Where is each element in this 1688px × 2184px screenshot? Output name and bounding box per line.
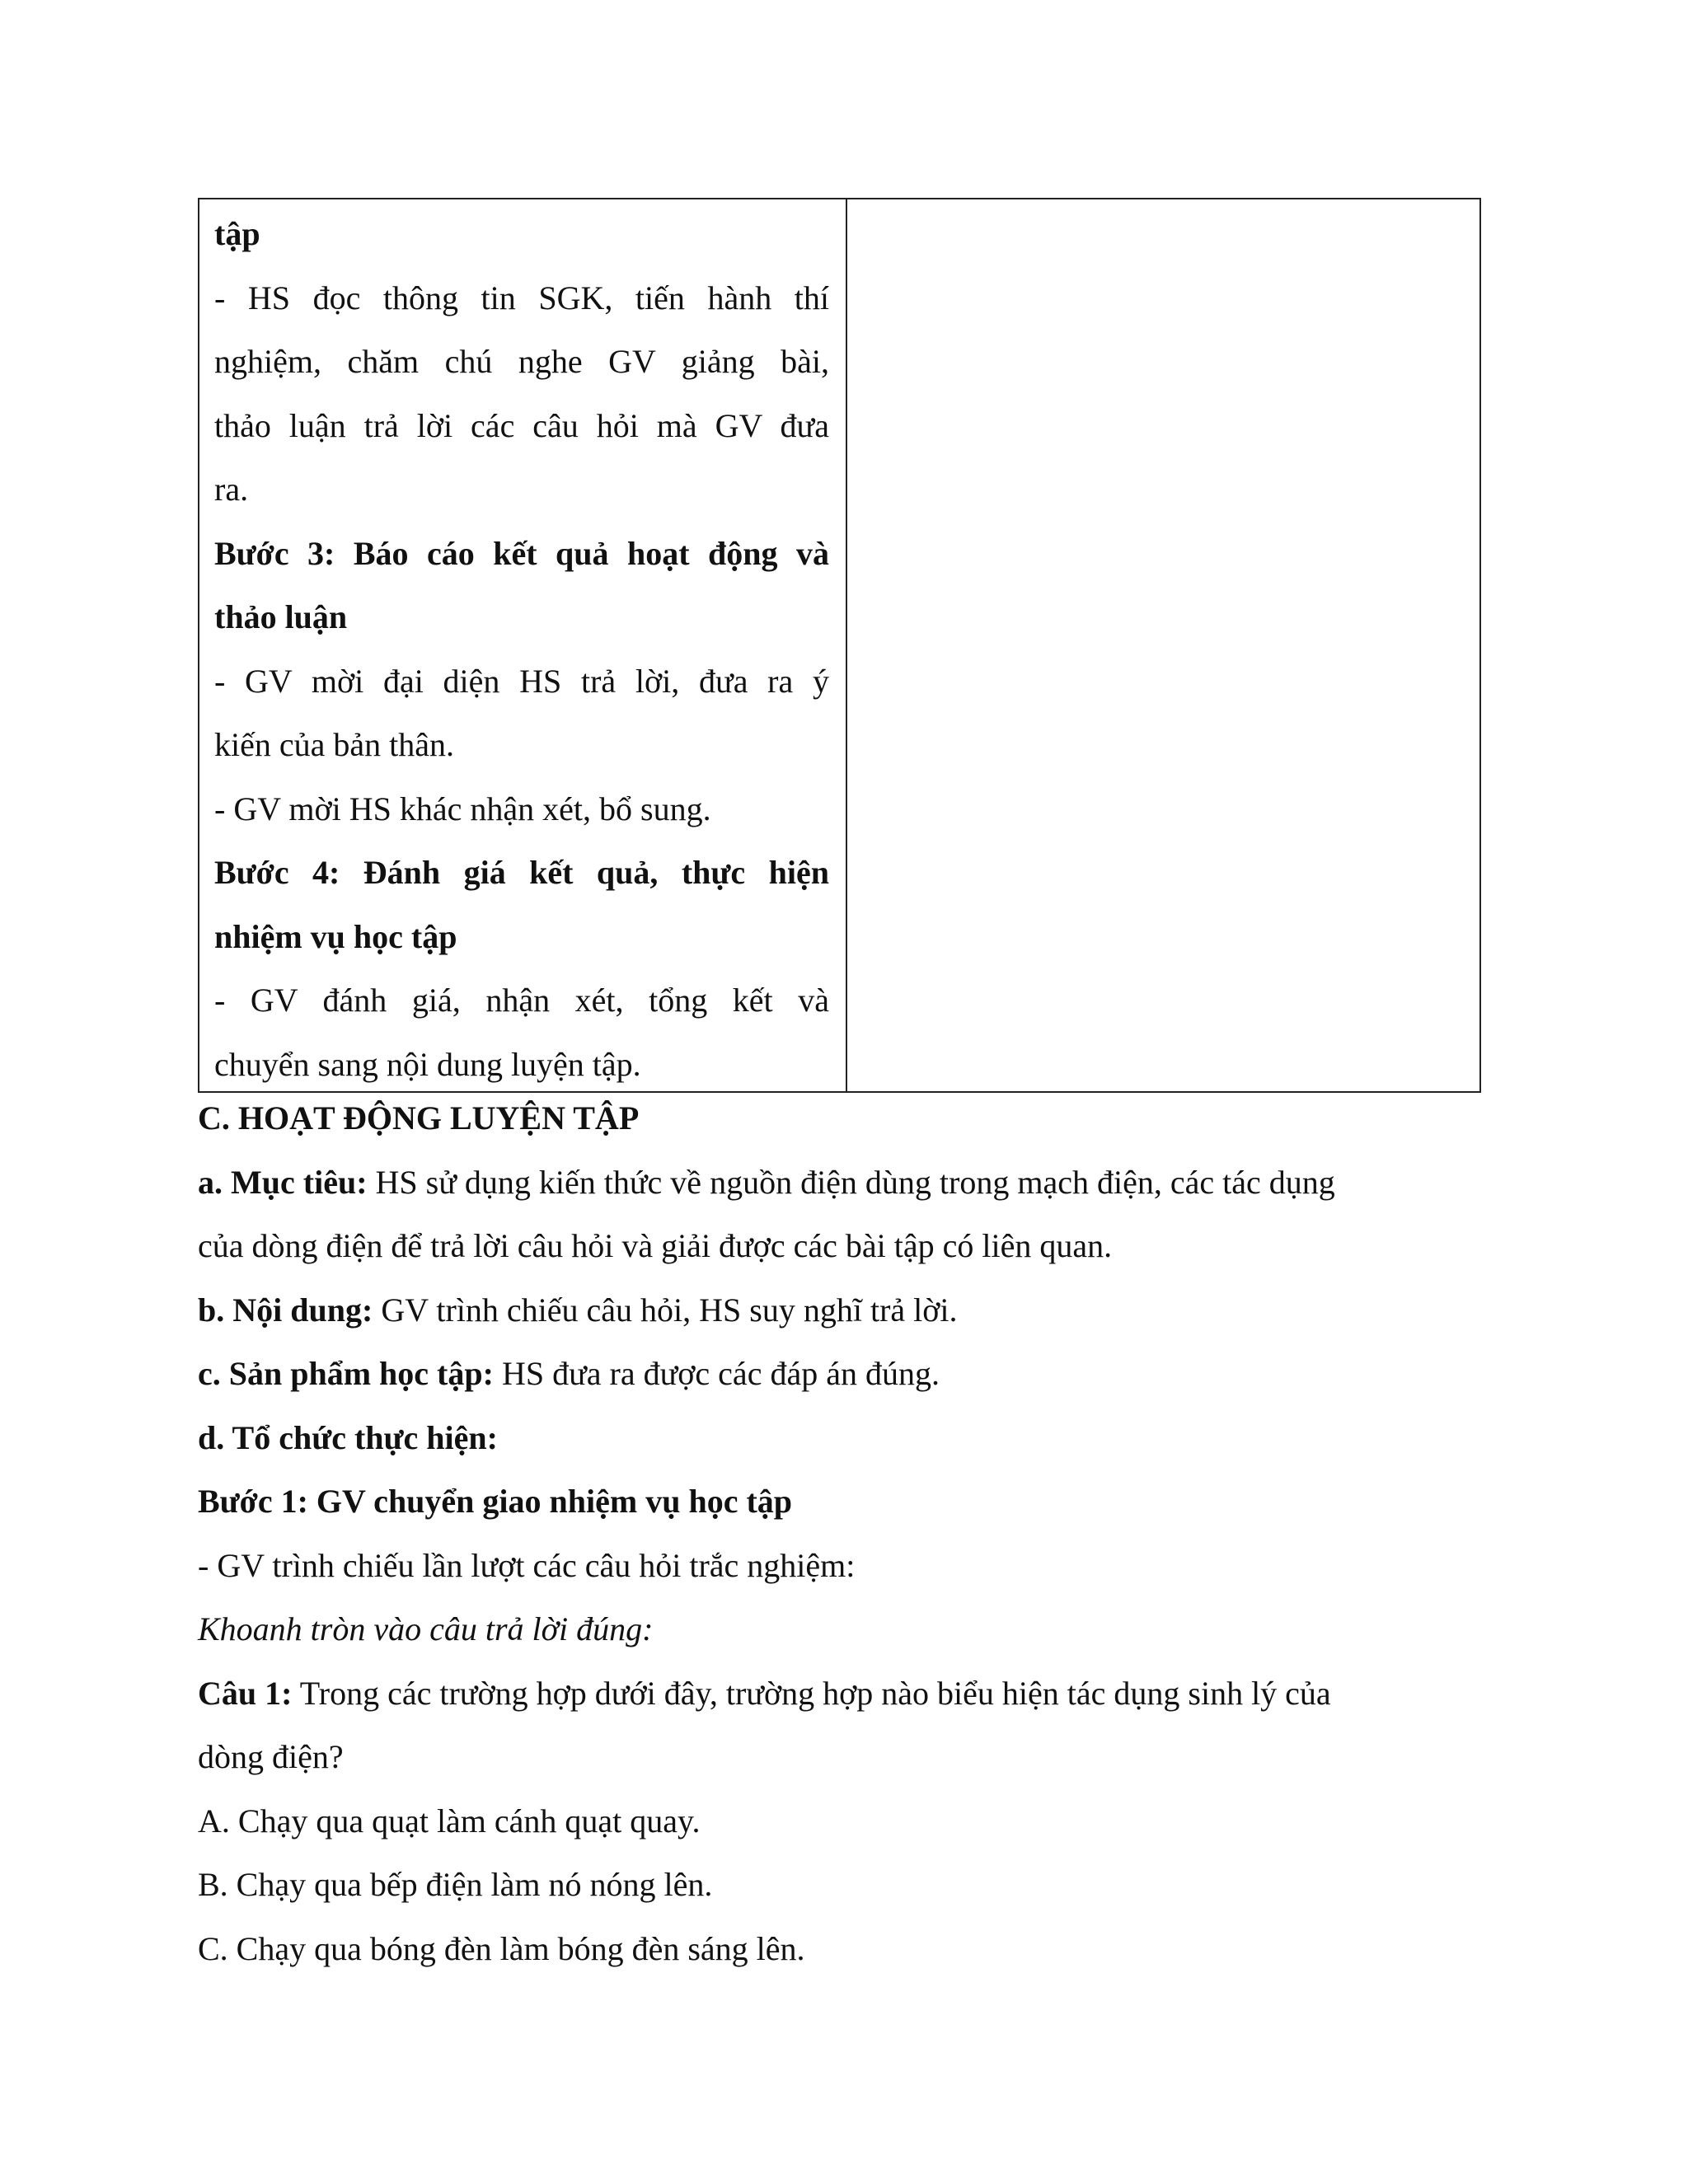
product-line bbox=[198, 1342, 1481, 1406]
question-line: dòng điện? bbox=[198, 1738, 344, 1775]
objective-text: HS sử dụng kiến thức về nguồn điện dùng trong mạch điện, các tác dụng bbox=[367, 1163, 1335, 1201]
section-heading: C. HOẠT ĐỘNG LUYỆN TẬP bbox=[198, 1099, 640, 1137]
table-cell-right bbox=[847, 199, 1479, 1091]
table-line: ra. bbox=[214, 471, 249, 508]
table-line: - GV mời HS khác nhận xét, bổ sung. bbox=[214, 790, 711, 827]
answer-option: C. Chạy qua bóng đèn làm bóng đèn sáng lên. bbox=[198, 1929, 805, 1967]
section-body bbox=[198, 1086, 1481, 1980]
content-label: b. Nội dung: bbox=[198, 1291, 373, 1329]
content-text: GV trình chiếu câu hỏi, HS suy nghĩ trả lời. bbox=[373, 1291, 958, 1329]
step-heading: nhiệm vụ học tập bbox=[214, 917, 457, 955]
objective-line: của dòng điện để trả lời câu hỏi và giải được các bài tập có liên quan. bbox=[198, 1227, 1113, 1264]
product-label: c. Sản phẩm học tập: bbox=[198, 1355, 494, 1392]
product-text: HS đưa ra được các đáp án đúng. bbox=[493, 1355, 940, 1392]
instruction-line: Khoanh tròn vào câu trả lời đúng: bbox=[198, 1610, 654, 1647]
organization-heading: d. Tổ chức thực hiện: bbox=[198, 1418, 498, 1456]
table-line: - HS đọc thông tin SGK, tiến hành thí bbox=[214, 279, 829, 316]
objective-label: a. Mục tiêu: bbox=[198, 1163, 368, 1201]
table-line: chuyển sang nội dung luyện tập. bbox=[214, 1045, 641, 1083]
answer-option: A. Chạy qua quạt làm cánh quạt quay. bbox=[198, 1802, 701, 1840]
step-line: - GV trình chiếu lần lượt các câu hỏi trắc nghiệm: bbox=[198, 1546, 856, 1584]
step-heading: Bước 3: Báo cáo kết quả hoạt động và bbox=[214, 534, 829, 572]
step-heading: Bước 1: GV chuyển giao nhiệm vụ học tập bbox=[198, 1483, 793, 1520]
question-line bbox=[198, 1661, 1481, 1726]
lesson-table bbox=[198, 198, 1481, 1093]
answer-option: B. Chạy qua bếp điện làm nó nóng lên. bbox=[198, 1866, 713, 1903]
table-line: tập bbox=[214, 215, 260, 252]
table-line: - GV mời đại diện HS trả lời, đưa ra ý bbox=[214, 662, 829, 700]
step-heading: Bước 4: Đánh giá kết quả, thực hiện bbox=[214, 854, 829, 891]
question-label: Câu 1: bbox=[198, 1674, 293, 1712]
objective-line bbox=[198, 1151, 1481, 1215]
question-text: Trong các trường hợp dưới đây, trường hợp nào biểu hiện tác dụng sinh lý của bbox=[292, 1674, 1331, 1712]
table-cell-left bbox=[199, 199, 847, 1091]
table-line: - GV đánh giá, nhận xét, tổng kết và bbox=[214, 982, 829, 1019]
table-line: thảo luận trả lời các câu hỏi mà GV đưa bbox=[214, 406, 829, 444]
table-line: nghiệm, chăm chú nghe GV giảng bài, bbox=[214, 343, 829, 380]
step-heading: thảo luận bbox=[214, 598, 348, 635]
content-line bbox=[198, 1278, 1481, 1343]
table-line: kiến của bản thân. bbox=[214, 726, 454, 763]
